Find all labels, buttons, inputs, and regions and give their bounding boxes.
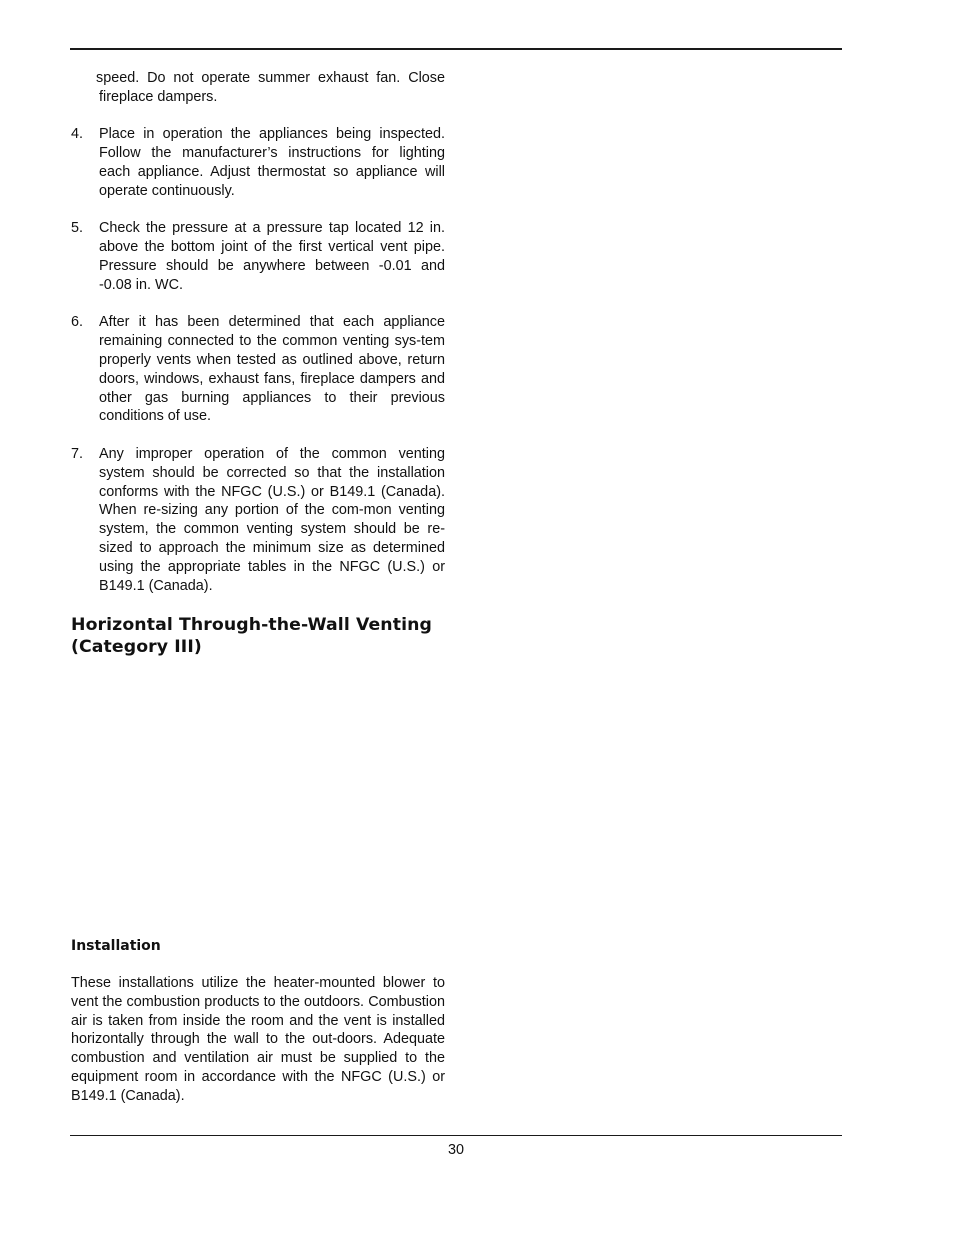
section-title-line1: Horizontal Through-the-Wall Venting bbox=[71, 615, 432, 636]
list-item-step-5 bbox=[71, 219, 445, 294]
page-number: 30 bbox=[447, 1142, 464, 1158]
list-item-step-7 bbox=[71, 445, 445, 595]
continuation-paragraph: speed. Do not operate summer exhaust fan. Close fireplace dampers. bbox=[96, 70, 445, 105]
list-item-step-4 bbox=[71, 125, 445, 200]
step-number: 4. bbox=[71, 126, 84, 143]
step-text: Place in operation the appliances being inspected. Follow the manufacturer’s instructions for lighting each appliance. Adjust thermostat so appliance will operate continuously. bbox=[99, 126, 445, 199]
footer-rule bbox=[70, 1135, 842, 1136]
step-number: 5. bbox=[71, 220, 84, 237]
step-text: Check the pressure at a pressure tap located 12 in. above the bottom joint of the first vertical vent pipe. Pressure should be anywhere between -0.01 and -0.08 in. WC. bbox=[99, 220, 445, 293]
header-rule bbox=[70, 48, 842, 50]
step-text: Any improper operation of the common venting system should be corrected so that the installation conforms with the NFGC (U.S.) or B149.1 (Canada). When re-sizing any portion of the com-mon venting system, the common venting system should be re-sized to approach the minimum size as determined using the appropriate tables in the NFGC (U.S.) or B149.1 (Canada). bbox=[99, 445, 445, 594]
installation-paragraph: These installations utilize the heater-mounted blower to vent the combustion products to the outdoors. Combustion air is taken from inside the room and the vent is installed horizontally through the wall to the out-doors. Adequate combustion and ventilation air must be supplied to the equipment room in accordance with the NFGC (U.S.) or B149.1 (Canada). bbox=[71, 975, 445, 1104]
list-item-step-6 bbox=[71, 313, 445, 426]
section-title-line2: (Category III) bbox=[71, 637, 202, 658]
left-column bbox=[71, 69, 445, 658]
step-text: After it has been determined that each appliance remaining connected to the common venting sys-tem properly vents when tested as outlined above, return doors, windows, exhaust fans, fireplace dampers and other gas burning appliances to their previous conditions of use. bbox=[99, 314, 445, 425]
step-number: 6. bbox=[71, 314, 84, 331]
installation-heading: Installation bbox=[71, 938, 161, 954]
section-heading bbox=[71, 614, 445, 658]
step-number: 7. bbox=[71, 445, 84, 462]
